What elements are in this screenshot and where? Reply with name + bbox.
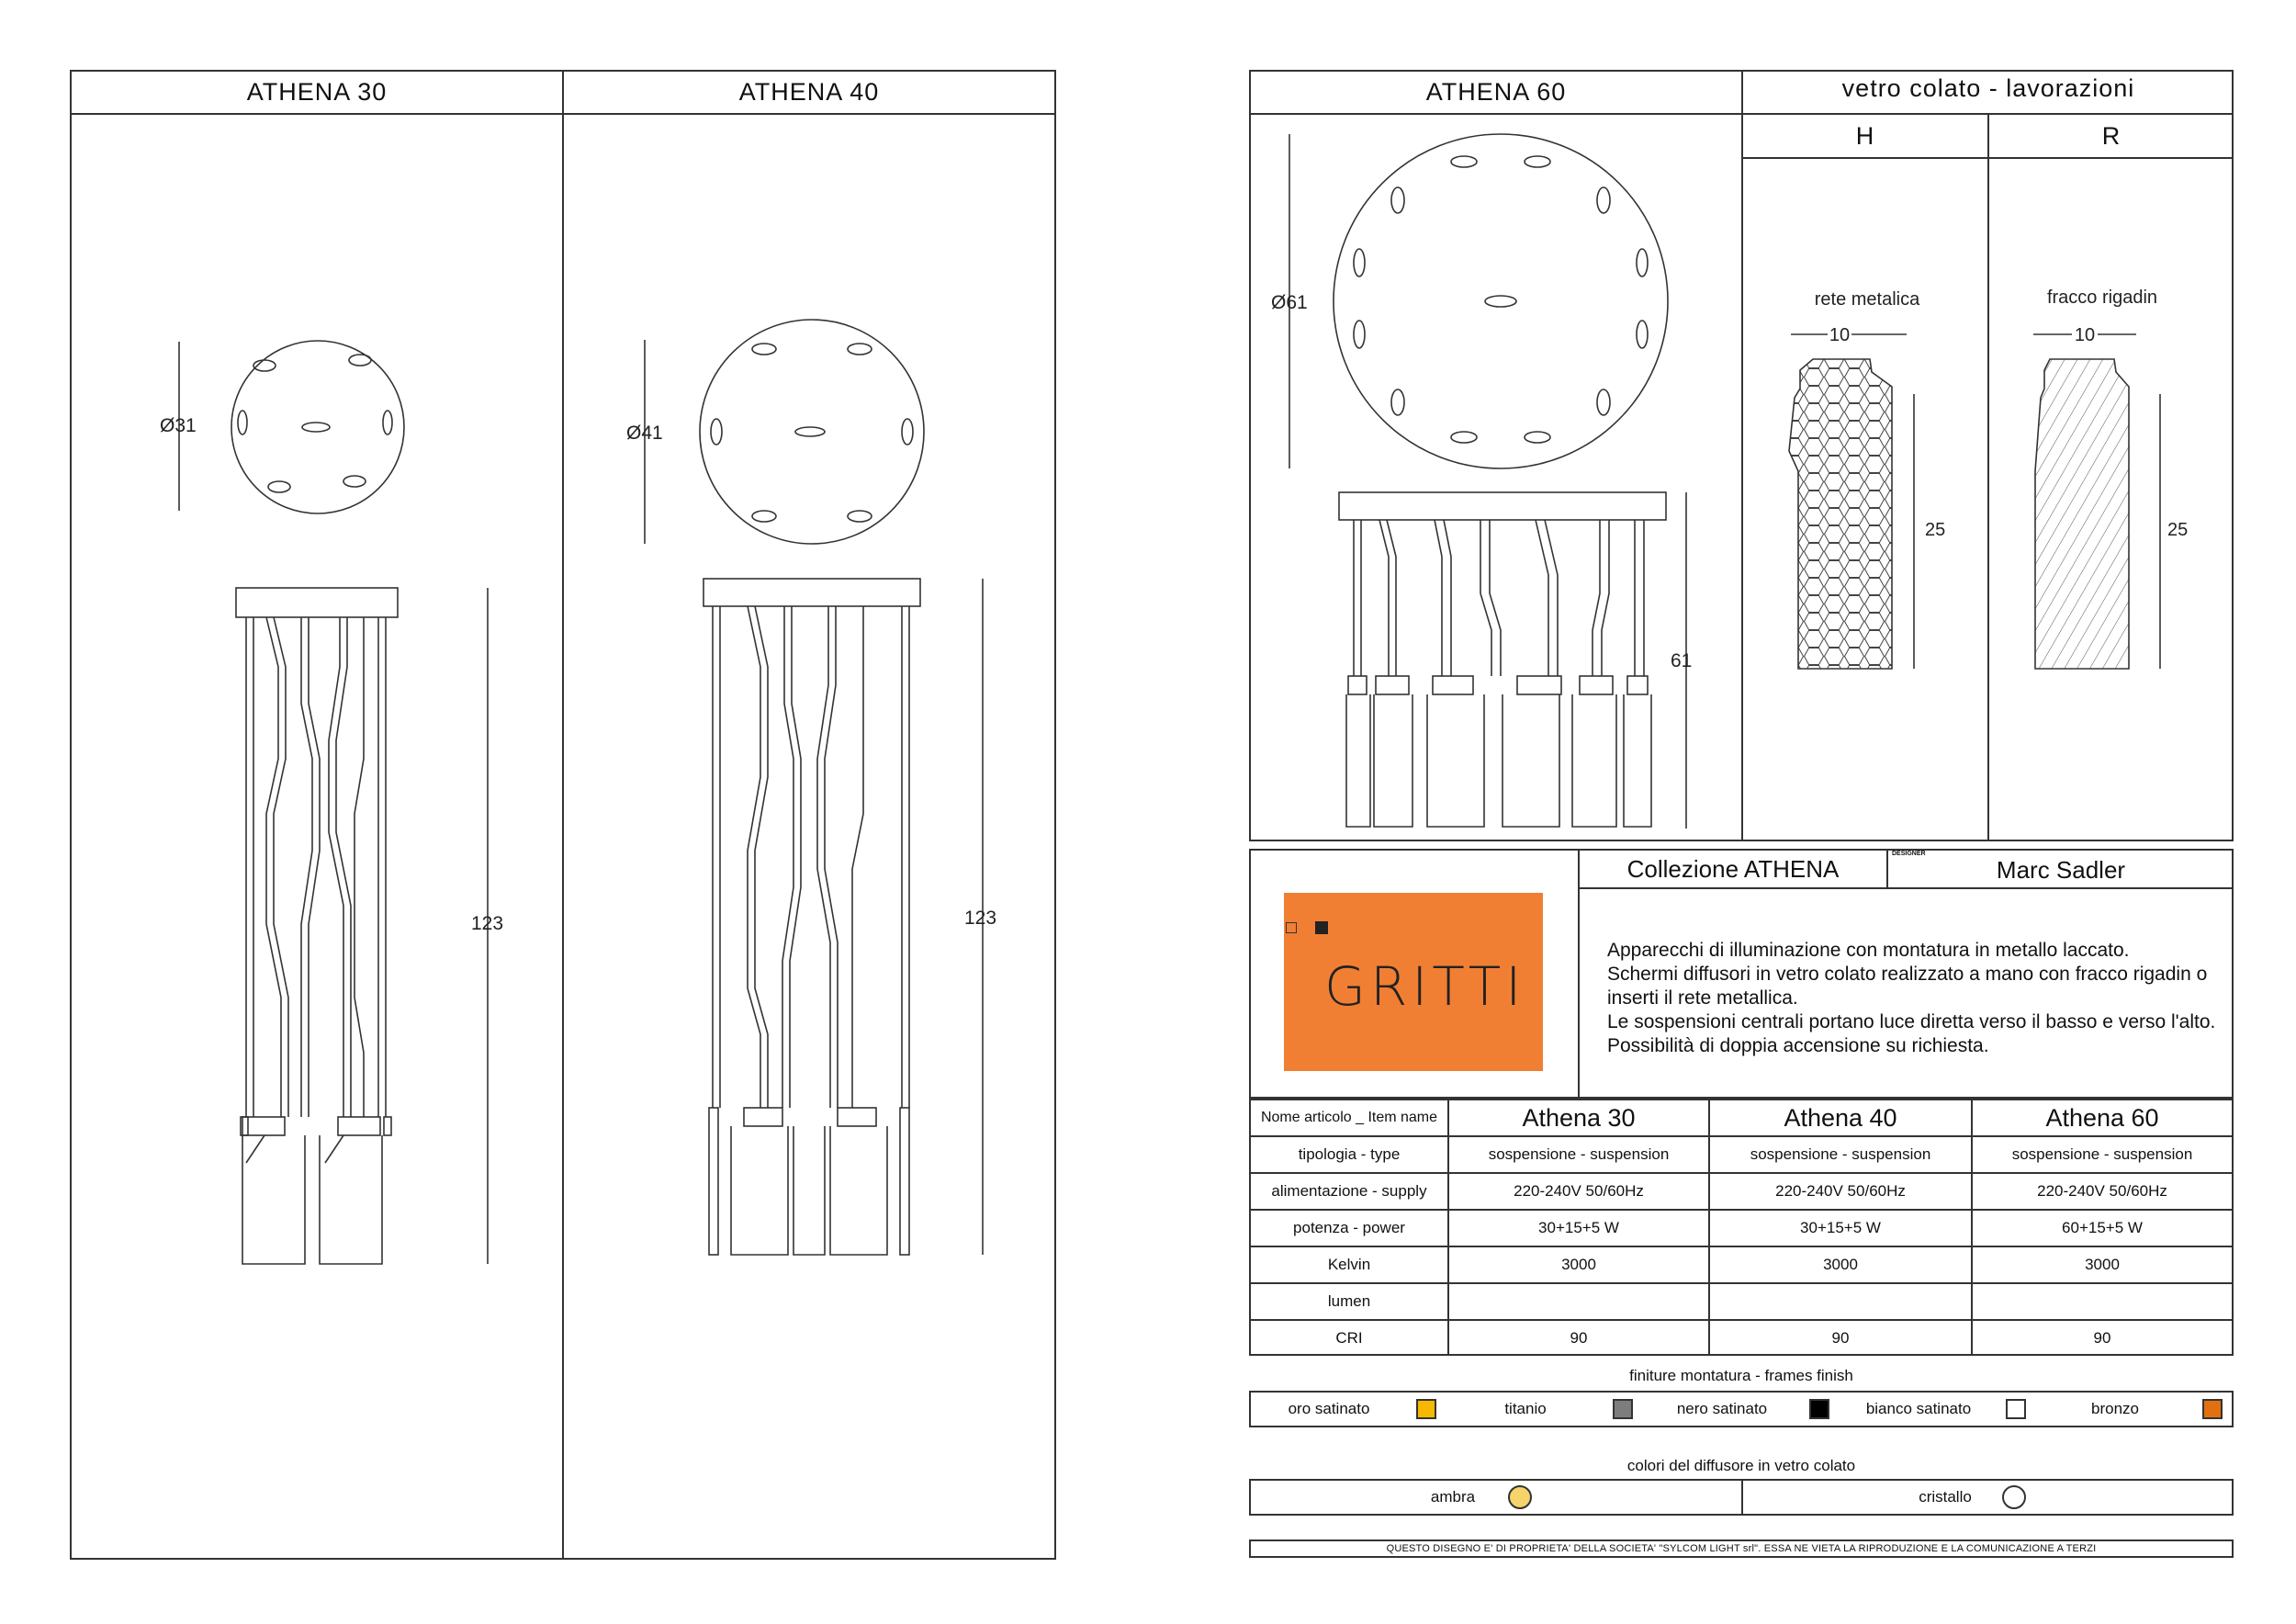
- shade-collar: [1517, 676, 1561, 694]
- diffuser-name: cristallo: [1919, 1488, 1972, 1506]
- shade-collar: [1433, 676, 1473, 694]
- glass-shade: [1624, 694, 1651, 827]
- glass-shade: [731, 1126, 788, 1255]
- height-label: 61: [1671, 650, 1693, 671]
- spec-cell: 60+15+5 W: [2062, 1219, 2143, 1236]
- glass-option-name: rete metalica: [1814, 289, 1920, 310]
- diffuser-swatch: [1508, 1485, 1532, 1509]
- finish-oro-satinato: [1251, 1393, 1446, 1426]
- spec-cell: sospensione - suspension: [1750, 1145, 1931, 1163]
- canopy-top-view: [1334, 134, 1668, 468]
- athena30-drawing: [72, 116, 562, 1558]
- diffuser-swatch: [2002, 1485, 2026, 1509]
- designer-caption: DESIGNER: [1892, 851, 1926, 857]
- shade-collar: [1580, 676, 1613, 694]
- glass-option-name: fracco rigadin: [2046, 288, 2158, 308]
- rete-metalica-shade: [1789, 359, 1892, 669]
- diffuser-colors-title: colori del diffusore in vetro colato: [1626, 1457, 1856, 1474]
- canopy-side-view: [703, 579, 920, 606]
- finish-name: nero satinato: [1676, 1400, 1768, 1417]
- designer-name: Marc Sadler: [1996, 855, 2126, 884]
- glass-shade: [1503, 694, 1559, 827]
- spec-cell: [1449, 1284, 1708, 1319]
- description-line: Schermi diffusori in vetro colato realizzato a mano con fracco rigadin o: [1607, 964, 2208, 985]
- spec-cell: 30+15+5 W: [1538, 1219, 1619, 1236]
- logo-square-outline: [1286, 922, 1297, 933]
- glass-option-height: 25: [2167, 520, 2189, 540]
- shade-collar: [1376, 676, 1409, 694]
- shade-collar: [242, 1117, 285, 1135]
- finish-name: titanio: [1504, 1400, 1547, 1417]
- spec-header-label: Nome articolo _ Item name: [1260, 1110, 1438, 1125]
- athena60-drawing: [1251, 116, 1741, 840]
- glass-shade: [1346, 694, 1370, 827]
- divider: [1578, 887, 2234, 889]
- finish-titanio: [1447, 1393, 1642, 1426]
- shade-collar: [838, 1108, 876, 1126]
- finish-nero-satinato: [1644, 1393, 1839, 1426]
- diffuser-cristallo: [1743, 1481, 2234, 1514]
- spec-row-label: potenza - power: [1293, 1219, 1405, 1236]
- spec-cell: [1973, 1284, 2232, 1319]
- gritti-logo: [1284, 893, 1543, 1071]
- diffuser-ambra: [1251, 1481, 1741, 1514]
- description-line: Le sospensioni centrali portano luce diretta verso il basso e verso l'alto.: [1607, 1011, 2216, 1032]
- spec-row-label: lumen: [1327, 1292, 1371, 1310]
- finish-swatch: [1809, 1399, 1829, 1419]
- spec-cell: [1710, 1284, 1971, 1319]
- canopy-side-view: [1339, 492, 1666, 520]
- glass-option-h-drawing: [1743, 159, 1987, 840]
- glass-option-code-r: R: [2101, 121, 2122, 150]
- height-label: 123: [471, 913, 504, 934]
- panel-title-athena30: ATHENA 30: [246, 78, 388, 106]
- glass-option-height: 25: [1925, 520, 1946, 540]
- fracco-rigadin-shade: [2035, 359, 2129, 669]
- glass-option-code-h: H: [1855, 121, 1875, 150]
- spec-model-athena40: Athena 40: [1784, 1103, 1897, 1132]
- shade-collar: [338, 1117, 380, 1135]
- diameter-label: Ø31: [160, 415, 197, 436]
- description-line: inserti il rete metallica.: [1607, 987, 1798, 1009]
- canopy-top-view: [231, 341, 404, 513]
- diameter-label: Ø61: [1271, 292, 1308, 313]
- finish-swatch: [1416, 1399, 1436, 1419]
- spec-cell: 3000: [2085, 1256, 2120, 1273]
- glass-option-width: 10: [2074, 325, 2096, 345]
- shade-collar: [1348, 676, 1367, 694]
- panel-title-athena40: ATHENA 40: [738, 78, 880, 106]
- canopy-top-view: [700, 320, 924, 544]
- finish-swatch: [2202, 1399, 2223, 1419]
- copyright-notice: QUESTO DISEGNO E' DI PROPRIETA' DELLA SOCIETA' "SYLCOM LIGHT srl". ESSA NE VIETA LA RIPRODUZIONE E LA COMUNICAZIONE A TERZI: [1386, 1543, 2097, 1554]
- shade-collar: [1627, 676, 1648, 694]
- glass-shade: [1374, 694, 1412, 827]
- description-line: Apparecchi di illuminazione con montatura in metallo laccato.: [1607, 940, 2130, 961]
- spec-cell: 220-240V 50/60Hz: [1514, 1182, 1644, 1200]
- spec-row-label: Kelvin: [1327, 1256, 1371, 1273]
- logo-square-filled: [1315, 921, 1328, 934]
- logo-text: GRITTI: [1324, 955, 1526, 1018]
- glass-shade: [1427, 694, 1484, 827]
- glass-shade: [1572, 694, 1616, 827]
- finish-swatch: [2006, 1399, 2026, 1419]
- finish-name: bronzo: [2091, 1400, 2139, 1417]
- spec-cell: 220-240V 50/60Hz: [1775, 1182, 1906, 1200]
- spec-cell: sospensione - suspension: [2011, 1145, 2193, 1163]
- spec-row-label: tipologia - type: [1298, 1145, 1401, 1163]
- spec-cell: sospensione - suspension: [1488, 1145, 1670, 1163]
- finish-name: oro satinato: [1288, 1400, 1370, 1417]
- finish-name: bianco satinato: [1865, 1400, 1972, 1417]
- height-label: 123: [964, 908, 997, 929]
- glass-option-r-drawing: [1989, 159, 2234, 840]
- athena40-drawing: [564, 116, 1054, 1558]
- diameter-label: Ø41: [626, 423, 663, 444]
- diffuser-name: ambra: [1430, 1488, 1476, 1506]
- canopy-side-view: [236, 588, 398, 617]
- finish-swatch: [1613, 1399, 1633, 1419]
- shade-collar: [744, 1108, 782, 1126]
- description-line: Possibilità di doppia accensione su richiesta.: [1607, 1035, 1989, 1056]
- spec-cell: 3000: [1561, 1256, 1596, 1273]
- frames-finish-title: finiture montatura - frames finish: [1629, 1367, 1853, 1384]
- glass-option-width: 10: [1829, 325, 1851, 345]
- spec-cell: 90: [2093, 1329, 2111, 1347]
- spec-model-athena30: Athena 30: [1522, 1103, 1636, 1132]
- spec-cell: 220-240V 50/60Hz: [2037, 1182, 2167, 1200]
- spec-model-athena60: Athena 60: [2045, 1103, 2159, 1132]
- spec-row-label: CRI: [1335, 1329, 1363, 1347]
- spec-cell: 3000: [1823, 1256, 1858, 1273]
- panel-title-athena60: ATHENA 60: [1425, 78, 1567, 106]
- glass-processing-title: vetro colato - lavorazioni: [1841, 74, 2135, 102]
- spec-cell: 30+15+5 W: [1800, 1219, 1881, 1236]
- glass-shade: [830, 1126, 887, 1255]
- spec-cell: 90: [1831, 1329, 1850, 1347]
- spec-cell: 90: [1570, 1329, 1588, 1347]
- glass-shade: [320, 1135, 382, 1264]
- glass-shade: [793, 1126, 825, 1255]
- finish-bronzo: [2037, 1393, 2232, 1426]
- finish-bianco-satinato: [1840, 1393, 2035, 1426]
- collection-description: [1607, 939, 2215, 1058]
- spec-row-label: alimentazione - supply: [1271, 1182, 1427, 1200]
- collection-name: Collezione ATHENA: [1626, 854, 1840, 883]
